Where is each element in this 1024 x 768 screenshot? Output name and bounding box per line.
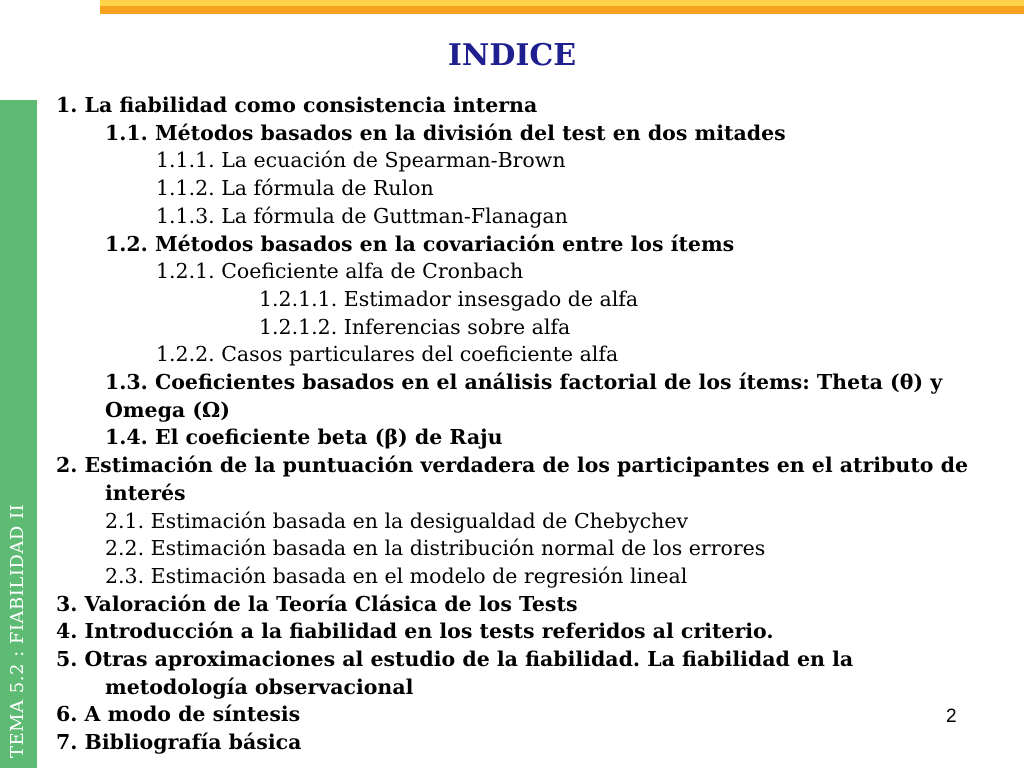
page-number: 2: [946, 706, 957, 727]
page-title: INDICE: [447, 38, 577, 73]
side-label: TEMA 5.2 : FIABILIDAD II: [7, 503, 28, 758]
toc-item: 1.2. Métodos basados en la covariación entre los ítems: [105, 231, 735, 256]
toc-item: 1.2.1.1. Estimador insesgado de alfa: [259, 286, 639, 311]
toc-item: 1.1.2. La fórmula de Rulon: [156, 176, 434, 201]
toc-item: 1. La fiabilidad como consistencia interna: [56, 93, 538, 117]
top-accent-bar-orange: [100, 6, 1024, 14]
toc-item: 6. A modo de síntesis: [56, 702, 301, 727]
toc-item: 1.2.1.2. Inferencias sobre alfa: [259, 314, 571, 339]
toc-item: 4. Introducción a la fiabilidad en los tests referidos al criterio.: [56, 619, 774, 644]
toc-item-continuation: metodología observacional: [105, 674, 414, 699]
toc-item: 2.3. Estimación basada en el modelo de regresión lineal: [105, 563, 688, 588]
toc-item: 1.1.3. La fórmula de Guttman-Flanagan: [156, 203, 568, 228]
toc-item-continuation: Omega (Ω): [105, 397, 230, 422]
toc-item: 2.1. Estimación basada en la desigualdad de Chebychev: [105, 508, 689, 533]
side-label-container: [0, 100, 37, 768]
toc-item: 1.2.1. Coeficiente alfa de Cronbach: [156, 259, 524, 284]
toc-item-continuation: interés: [105, 480, 186, 505]
toc-item: 1.1.1. La ecuación de Spearman-Brown: [156, 148, 566, 173]
toc-item: 2. Estimación de la puntuación verdadera de los participantes en el atributo de: [56, 453, 968, 478]
toc-item: 1.3. Coeficientes basados en el análisis factorial de los ítems: Theta (θ) y: [105, 370, 943, 395]
toc-item: 1.2.2. Casos particulares del coeficiente alfa: [156, 342, 619, 367]
toc-item: 7. Bibliografía básica: [56, 730, 302, 755]
toc-item: 2.2. Estimación basada en la distribución normal de los errores: [105, 536, 766, 561]
toc-item: 3. Valoración de la Teoría Clásica de los Tests: [56, 591, 578, 616]
toc-item: 1.4. El coeficiente beta (β) de Raju: [105, 425, 503, 450]
toc-item: 5. Otras aproximaciones al estudio de la fiabilidad. La fiabilidad en la: [56, 647, 854, 672]
toc-item: 1.1. Métodos basados en la división del test en dos mitades: [105, 120, 786, 145]
table-of-contents: [56, 92, 986, 757]
